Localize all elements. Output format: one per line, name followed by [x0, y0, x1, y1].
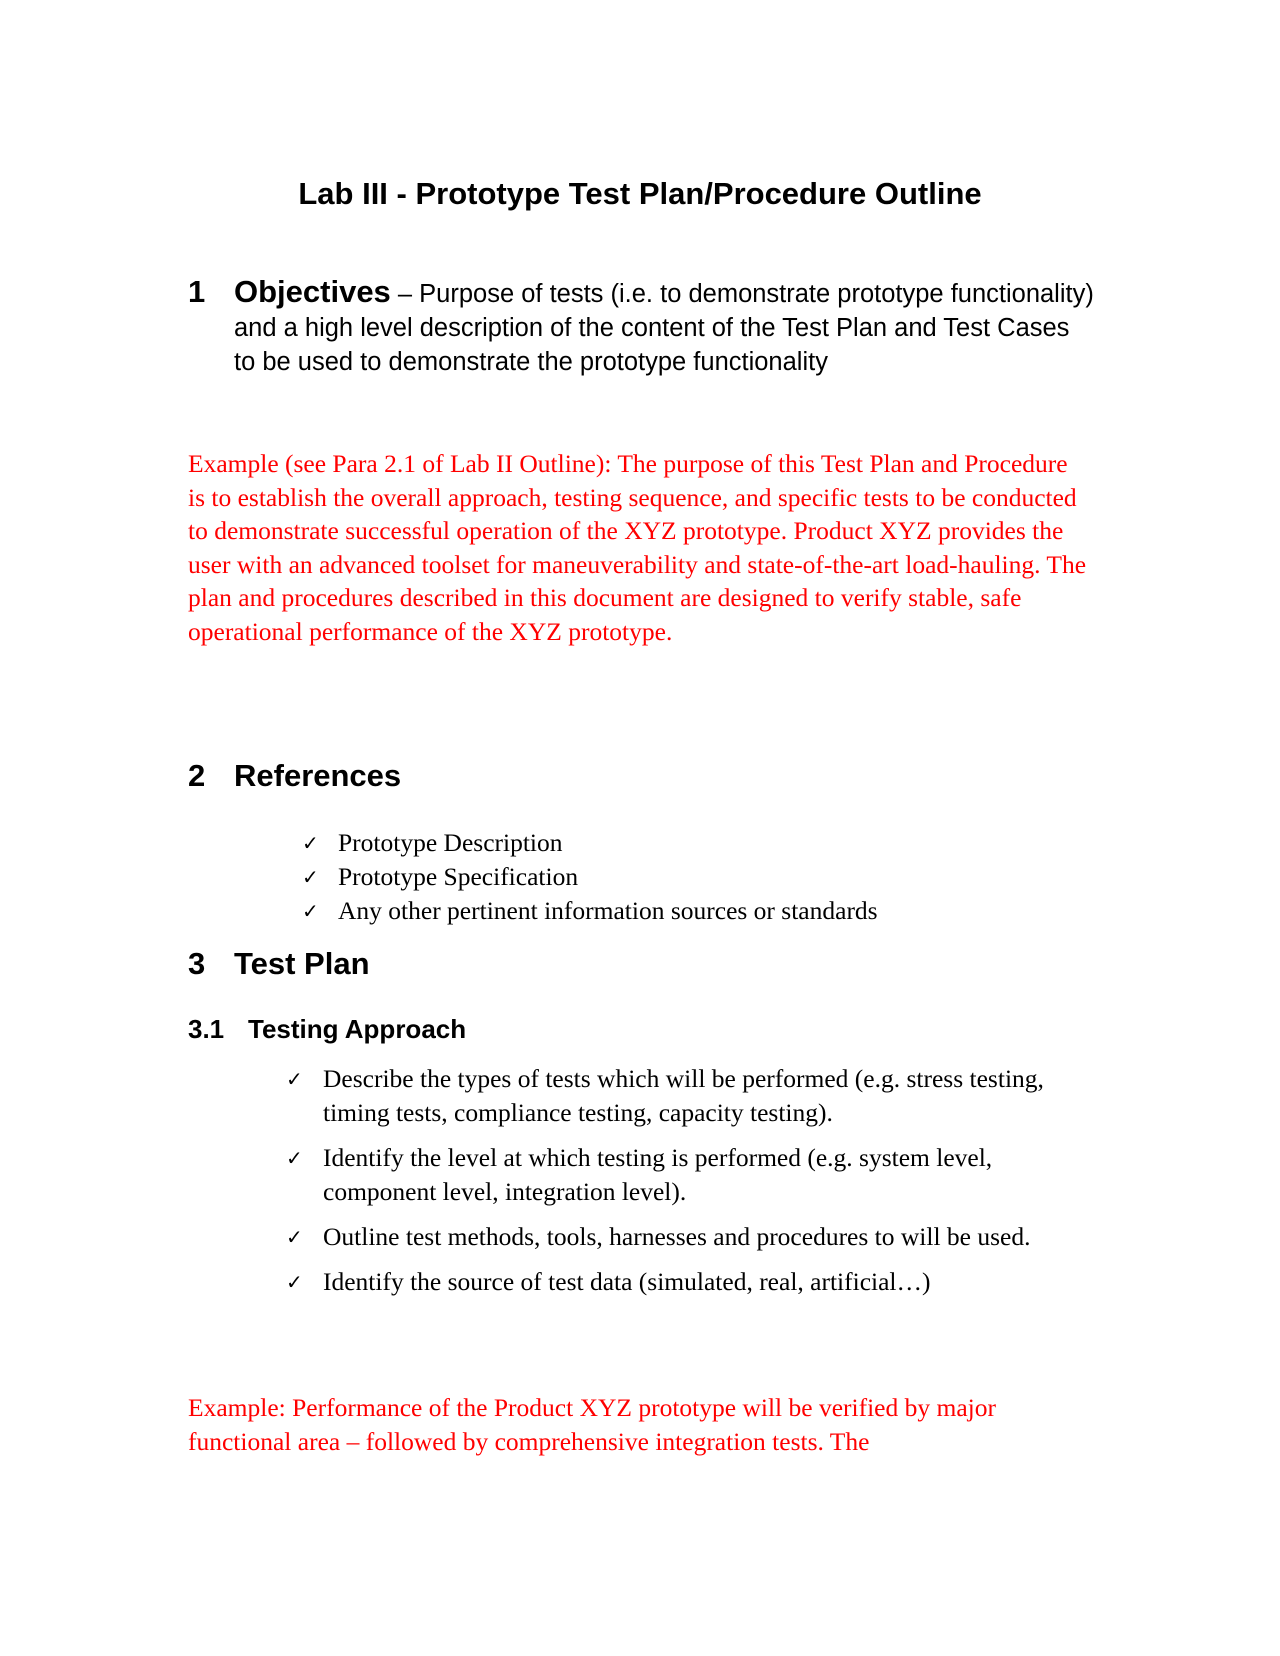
section-heading: Test Plan: [234, 946, 370, 981]
section-number: 1: [188, 274, 206, 309]
example-paragraph-objectives: Example (see Para 2.1 of Lab II Outline): The purpose of this Test Plan and Procedure is to establish the overall approach, testing sequence, and specific tests to be conducted to demonstrate successful operation of the XYZ prototype. Product XYZ provides the user with an advanced toolset for maneuverability and state-of-the-art load-hauling. The plan and procedures described in this document are designed to verify stable, safe operational performance of the XYZ prototype.: [188, 449, 1087, 646]
list-item-text: Prototype Description: [338, 828, 563, 857]
objectives-text: – Purpose of tests (i.e. to demonstrate prototype functionality) and a high level description of the content of the Test Plan and Test Cases to be used to demonstrate the prototype functionality: [234, 280, 1094, 376]
example-paragraph-approach: Example: Performance of the Product XYZ prototype will be verified by major functional area – followed by comprehensive integration tests. The: [188, 1393, 996, 1456]
references-list: [298, 826, 878, 928]
list-item-text: Describe the types of tests which will be performed (e.g. stress testing, timing tests, compliance testing, capacity testing).: [323, 1064, 1044, 1127]
checkmark-icon: ✓: [302, 831, 319, 855]
subsection-heading: Testing Approach: [248, 1014, 467, 1044]
list-item: [298, 894, 878, 928]
list-item: [284, 1141, 1104, 1209]
list-item: [284, 1220, 1104, 1254]
list-item: [284, 1265, 1104, 1299]
section-number: 2: [188, 758, 206, 793]
objectives-paragraph: [234, 275, 1094, 379]
list-item: [298, 826, 878, 860]
list-item-text: Outline test methods, tools, harnesses and procedures to will be used.: [323, 1222, 1031, 1251]
checkmark-icon: ✓: [286, 1067, 303, 1091]
subsection-number: 3.1: [188, 1014, 225, 1044]
list-item: [298, 860, 878, 894]
checkmark-icon: ✓: [286, 1270, 303, 1294]
list-item: [284, 1062, 1104, 1130]
section-heading: References: [234, 758, 402, 793]
testing-approach-list: [284, 1062, 1104, 1310]
document-title: Lab III - Prototype Test Plan/Procedure Outline: [298, 176, 982, 211]
list-item-text: Identify the level at which testing is performed (e.g. system level, component level, integration level).: [323, 1143, 993, 1206]
checkmark-icon: ✓: [286, 1225, 303, 1249]
checkmark-icon: ✓: [302, 899, 319, 923]
list-item-text: Any other pertinent information sources or standards: [338, 896, 878, 925]
list-item-text: Prototype Specification: [338, 862, 579, 891]
section-number: 3: [188, 946, 206, 981]
checkmark-icon: ✓: [302, 865, 319, 889]
checkmark-icon: ✓: [286, 1146, 303, 1170]
section-heading: Objectives: [234, 274, 391, 309]
list-item-text: Identify the source of test data (simulated, real, artificial…): [323, 1267, 931, 1296]
